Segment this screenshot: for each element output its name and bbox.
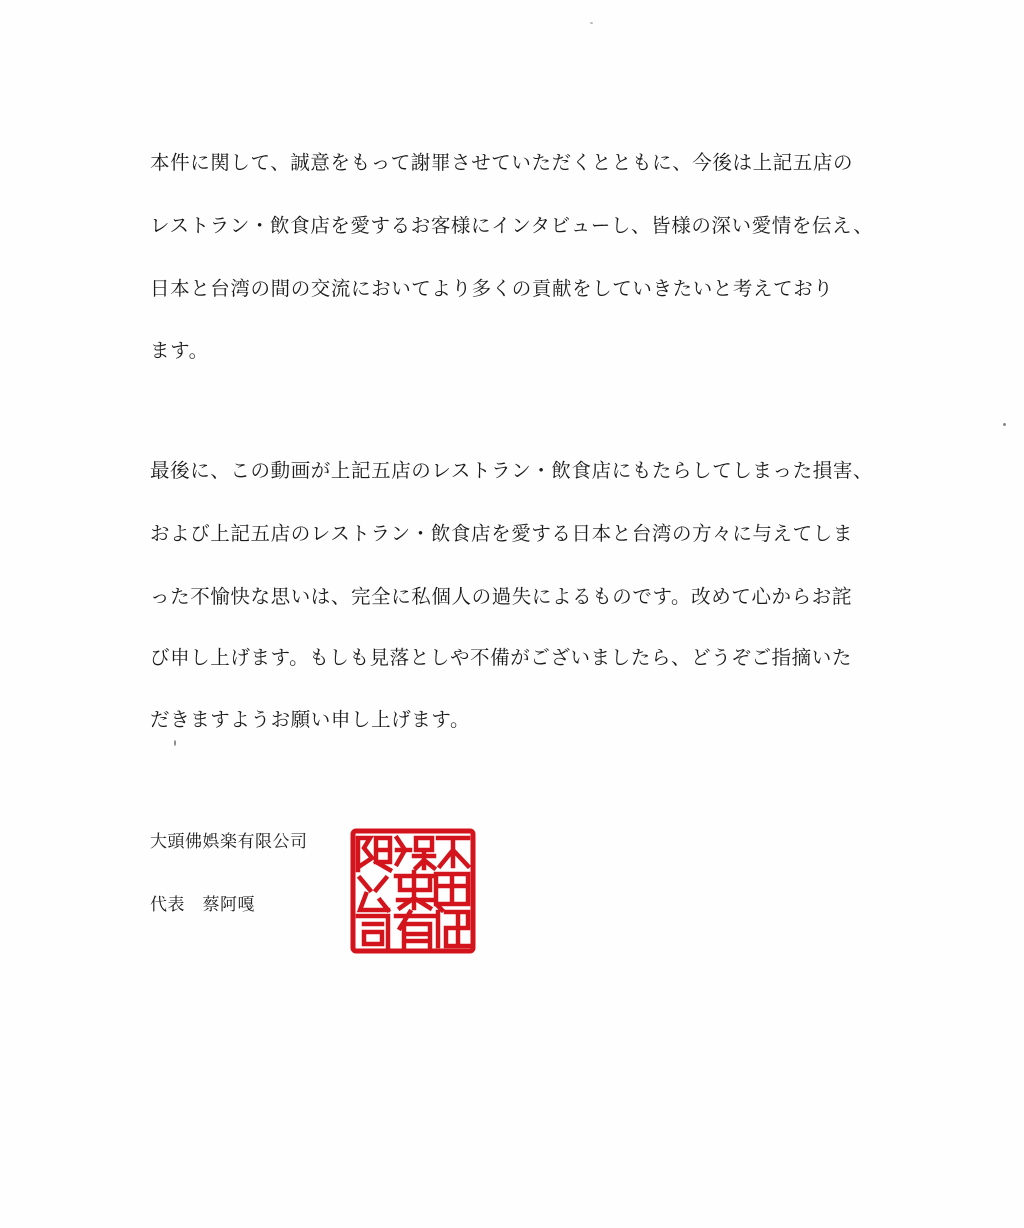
company-seal-stamp [350,828,476,954]
paragraph-2-line-5: だきますようお願い申し上げます。 [150,708,471,731]
scan-speck [174,740,176,746]
paragraph-2-line-3: った不愉快な思いは、完全に私個人の過失によるものです。改めて心からお詫 [150,585,852,608]
paragraph-1-line-3: 日本と台湾の間の交流においてより多くの貢献をしていきたいと考えており [150,277,834,300]
scan-speck [590,22,593,24]
scan-speck [1003,423,1006,426]
paragraph-1-line-2: レストラン・飲食店を愛するお客様にインタビューし、皆様の深い愛情を伝え、 [150,214,874,237]
paragraph-2-line-1: 最後に、この動画が上記五店のレストラン・飲食店にもたらしてしまった損害、 [150,459,874,482]
company-name: 大頭佛娯楽有限公司 [150,832,308,852]
paragraph-2-line-2: および上記五店のレストラン・飲食店を愛する日本と台湾の方々に与えてしま [150,522,853,545]
paragraph-1-line-1: 本件に関して、誠意をもって謝罪させていただくとともに、今後は上記五店の [150,151,854,174]
representative-name: 代表 蔡阿嘎 [150,895,255,915]
paragraph-1-line-4: ます。 [150,339,209,362]
paragraph-2-line-4: び申し上げます。もしも見落としや不備がございましたら、どうぞご指摘いた [150,646,852,669]
